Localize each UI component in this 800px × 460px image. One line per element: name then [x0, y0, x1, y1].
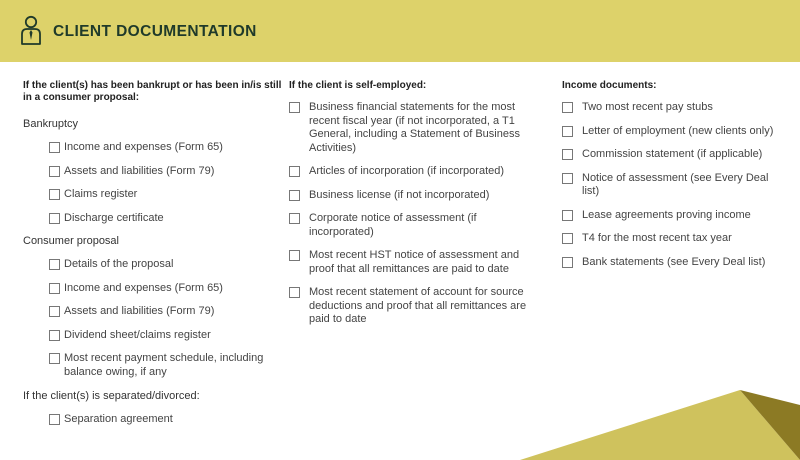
- separated-label: If the client(s) is separated/divorced:: [23, 390, 200, 402]
- checkbox[interactable]: [289, 102, 300, 113]
- checkbox[interactable]: [562, 149, 573, 160]
- list-item[interactable]: Dividend sheet/claims register: [23, 329, 283, 343]
- list-item[interactable]: Two most recent pay stubs: [562, 101, 787, 115]
- list-item[interactable]: Claims register: [23, 188, 283, 202]
- checkbox[interactable]: [289, 190, 300, 201]
- page-title: CLIENT DOCUMENTATION: [53, 23, 257, 40]
- list-item[interactable]: Corporate notice of assessment (if incorporated): [289, 212, 529, 239]
- list-item[interactable]: Assets and liabilities (Form 79): [23, 305, 283, 319]
- corner-decoration: [500, 385, 800, 460]
- checkbox[interactable]: [289, 250, 300, 261]
- list-item[interactable]: Income and expenses (Form 65): [23, 141, 283, 155]
- list-item[interactable]: T4 for the most recent tax year: [562, 232, 787, 246]
- list-item[interactable]: Most recent statement of account for source deductions and proof that all remittances are paid to date: [289, 286, 529, 327]
- checkbox[interactable]: [289, 166, 300, 177]
- list-item[interactable]: Details of the proposal: [23, 258, 283, 272]
- list-item[interactable]: Most recent payment schedule, including balance owing, if any: [23, 352, 283, 379]
- list-item[interactable]: Letter of employment (new clients only): [562, 125, 787, 139]
- list-item[interactable]: Bank statements (see Every Deal list): [562, 256, 787, 270]
- list-item[interactable]: Business financial statements for the most recent fiscal year (if not incorporated, a T1 General, including a Statement of Business Activities): [289, 101, 529, 155]
- checkbox[interactable]: [49, 189, 60, 200]
- checkbox[interactable]: [289, 213, 300, 224]
- checkbox[interactable]: [49, 213, 60, 224]
- income-column: [562, 72, 787, 269]
- bankrupt-heading: If the client(s) has been bankrupt or has been in/is still in a consumer proposal:: [23, 80, 282, 103]
- income-heading: Income documents:: [562, 80, 657, 91]
- bankruptcy-label: Bankruptcy: [23, 118, 79, 130]
- list-item[interactable]: Articles of incorporation (if incorporated): [289, 165, 529, 179]
- checkbox[interactable]: [49, 283, 60, 294]
- checkbox[interactable]: [49, 414, 60, 425]
- person-tie-icon: [20, 15, 42, 45]
- header-banner: [0, 0, 800, 62]
- list-item[interactable]: Lease agreements proving income: [562, 209, 787, 223]
- checkbox[interactable]: [49, 166, 60, 177]
- bankrupt-column: [23, 72, 283, 427]
- checkbox[interactable]: [49, 330, 60, 341]
- list-item[interactable]: Discharge certificate: [23, 212, 283, 226]
- checkbox[interactable]: [49, 353, 60, 364]
- checkbox[interactable]: [562, 126, 573, 137]
- checkbox[interactable]: [562, 173, 573, 184]
- list-item[interactable]: Separation agreement: [23, 413, 283, 427]
- list-item[interactable]: Assets and liabilities (Form 79): [23, 165, 283, 179]
- self-employed-heading: If the client is self-employed:: [289, 80, 427, 91]
- checkbox[interactable]: [562, 257, 573, 268]
- list-item[interactable]: Notice of assessment (see Every Deal list): [562, 172, 787, 199]
- list-item[interactable]: Commission statement (if applicable): [562, 148, 787, 162]
- list-item[interactable]: Most recent HST notice of assessment and proof that all remittances are paid to date: [289, 249, 529, 276]
- checkbox[interactable]: [49, 142, 60, 153]
- checkbox[interactable]: [49, 259, 60, 270]
- checkbox[interactable]: [562, 102, 573, 113]
- consumer-proposal-label: Consumer proposal: [23, 235, 119, 247]
- checkbox[interactable]: [49, 306, 60, 317]
- checkbox[interactable]: [289, 287, 300, 298]
- list-item[interactable]: Business license (if not incorporated): [289, 189, 529, 203]
- checkbox[interactable]: [562, 210, 573, 221]
- list-item[interactable]: Income and expenses (Form 65): [23, 282, 283, 296]
- self-employed-column: [289, 72, 529, 327]
- checkbox[interactable]: [562, 233, 573, 244]
